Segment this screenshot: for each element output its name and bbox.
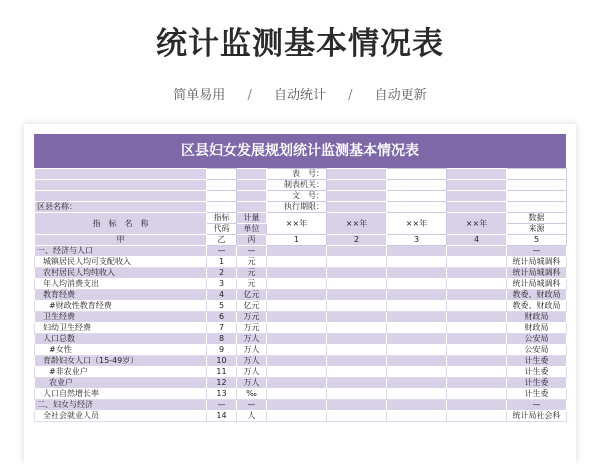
table-row: [35, 411, 567, 422]
index-cell: 3: [387, 235, 447, 246]
year-value-cell: [267, 378, 327, 389]
year-value-cell: [327, 400, 387, 411]
indicator-name-cell: 妇幼卫生经费: [35, 323, 207, 334]
table-row: [35, 290, 567, 301]
indicator-code-cell: 10: [207, 356, 237, 367]
unit-cell: 万人: [237, 334, 267, 345]
year-value-cell: [267, 367, 327, 378]
statistics-table: [34, 168, 567, 422]
header-source-bottom: 来源: [507, 224, 567, 235]
year-value-cell: [267, 279, 327, 290]
district-label: 区县名称：: [35, 202, 207, 213]
year-value-cell: [447, 378, 507, 389]
subtitle-auto-update: 自动更新: [374, 88, 427, 103]
data-source-cell: 统计局城调科: [507, 268, 567, 279]
table-row: [35, 279, 567, 290]
year-value-cell: [387, 301, 447, 312]
year-value-cell: [327, 367, 387, 378]
indicator-code-cell: 5: [207, 301, 237, 312]
year-value-cell: [267, 246, 327, 257]
year-value-cell: [327, 323, 387, 334]
year-value-cell: [387, 323, 447, 334]
index-cell: 4: [447, 235, 507, 246]
indicator-name-cell: #非农业户: [35, 367, 207, 378]
year-value-cell: [447, 400, 507, 411]
indicator-name-cell: 教育经费: [35, 290, 207, 301]
header-year-2: ××年: [327, 213, 387, 235]
year-value-cell: [447, 279, 507, 290]
year-value-cell: [387, 312, 447, 323]
indicator-name-cell: 年人均消费支出: [35, 279, 207, 290]
data-source-cell: 公安局: [507, 345, 567, 356]
year-value-cell: [387, 279, 447, 290]
data-source-cell: 计生委: [507, 367, 567, 378]
year-value-cell: [327, 312, 387, 323]
table-row: [35, 301, 567, 312]
indicator-name-cell: 全社会就业人员: [35, 411, 207, 422]
data-source-cell: 财政局: [507, 323, 567, 334]
year-value-cell: [327, 290, 387, 301]
year-value-cell: [267, 400, 327, 411]
data-source-cell: 统计局城调科: [507, 279, 567, 290]
year-value-cell: [327, 345, 387, 356]
index-cell: 丙: [237, 235, 267, 246]
year-value-cell: [327, 279, 387, 290]
year-value-cell: [447, 290, 507, 301]
unit-cell: 万人: [237, 345, 267, 356]
year-value-cell: [447, 268, 507, 279]
header-source-top: 数据: [507, 213, 567, 224]
year-value-cell: [267, 389, 327, 400]
indicator-code-cell: 8: [207, 334, 237, 345]
year-value-cell: [387, 345, 447, 356]
indicator-code-cell: —: [207, 400, 237, 411]
data-source-cell: 统计局社会科: [507, 411, 567, 422]
doc-no-label: 文 号：: [267, 191, 327, 202]
unit-cell: —: [237, 400, 267, 411]
indicator-code-cell: 3: [207, 279, 237, 290]
data-source-cell: 计生委: [507, 378, 567, 389]
year-value-cell: [327, 301, 387, 312]
index-row: [35, 235, 567, 246]
indicator-code-cell: 7: [207, 323, 237, 334]
year-value-cell: [327, 257, 387, 268]
year-value-cell: [327, 411, 387, 422]
year-value-cell: [267, 290, 327, 301]
indicator-name-cell: #女性: [35, 345, 207, 356]
table-row: [35, 378, 567, 389]
year-value-cell: [447, 257, 507, 268]
indicator-code-cell: 12: [207, 378, 237, 389]
year-value-cell: [267, 411, 327, 422]
indicator-code-cell: 1: [207, 257, 237, 268]
indicator-name-cell: 人口总数: [35, 334, 207, 345]
separator: /: [348, 88, 353, 103]
year-value-cell: [267, 356, 327, 367]
year-value-cell: [447, 312, 507, 323]
indicator-name-cell: 育龄妇女人口（15-49岁）: [35, 356, 207, 367]
table-row: [35, 400, 567, 411]
index-cell: 甲: [35, 235, 207, 246]
unit-cell: 万人: [237, 367, 267, 378]
year-value-cell: [387, 334, 447, 345]
year-value-cell: [267, 268, 327, 279]
year-value-cell: [447, 411, 507, 422]
year-value-cell: [267, 257, 327, 268]
year-value-cell: [387, 257, 447, 268]
period-label: 执行期限：: [267, 202, 327, 213]
indicator-code-cell: 4: [207, 290, 237, 301]
indicator-code-cell: 11: [207, 367, 237, 378]
header-year-1: ××年: [267, 213, 327, 235]
indicator-code-cell: 9: [207, 345, 237, 356]
header-row-top: [35, 213, 567, 224]
year-value-cell: [267, 301, 327, 312]
unit-cell: 亿元: [237, 301, 267, 312]
table-row: [35, 389, 567, 400]
year-value-cell: [327, 334, 387, 345]
unit-cell: 万人: [237, 378, 267, 389]
indicator-code-cell: —: [207, 246, 237, 257]
data-source-cell: —: [507, 246, 567, 257]
subtitle-row: [0, 84, 600, 103]
year-value-cell: [447, 389, 507, 400]
table-row: [35, 356, 567, 367]
header-code-bottom: 代码: [207, 224, 237, 235]
indicator-name-cell: 城镇居民人均可支配收入: [35, 257, 207, 268]
meta-row-table-no: [35, 169, 567, 180]
table-row: [35, 345, 567, 356]
year-value-cell: [327, 246, 387, 257]
year-value-cell: [447, 367, 507, 378]
data-source-cell: 财政局: [507, 312, 567, 323]
sheet-title: 区县妇女发展规划统计监测基本情况表: [34, 134, 566, 168]
table-row: [35, 334, 567, 345]
meta-row-period: [35, 202, 567, 213]
data-source-cell: 统计局城调科: [507, 257, 567, 268]
indicator-code-cell: 14: [207, 411, 237, 422]
data-source-cell: 计生委: [507, 389, 567, 400]
header-code-top: 指标: [207, 213, 237, 224]
year-value-cell: [387, 367, 447, 378]
table-row: [35, 312, 567, 323]
indicator-code-cell: 6: [207, 312, 237, 323]
year-value-cell: [267, 334, 327, 345]
table-row: [35, 367, 567, 378]
year-value-cell: [267, 345, 327, 356]
subtitle-auto-stat: 自动统计: [273, 88, 326, 103]
year-value-cell: [387, 389, 447, 400]
data-source-cell: 教委、财政局: [507, 290, 567, 301]
meta-row-org: [35, 180, 567, 191]
year-value-cell: [447, 246, 507, 257]
unit-cell: 万元: [237, 323, 267, 334]
header-unit-bottom: 单位: [237, 224, 267, 235]
year-value-cell: [387, 268, 447, 279]
indicator-name-cell: 二、妇女与经济: [35, 400, 207, 411]
unit-cell: 亿元: [237, 290, 267, 301]
year-value-cell: [447, 323, 507, 334]
separator: /: [247, 88, 252, 103]
spreadsheet-preview: [24, 124, 576, 464]
unit-cell: 万人: [237, 356, 267, 367]
unit-cell: 元: [237, 268, 267, 279]
year-value-cell: [447, 356, 507, 367]
index-cell: 5: [507, 235, 567, 246]
header-year-3: ××年: [387, 213, 447, 235]
table-row: [35, 257, 567, 268]
year-value-cell: [447, 345, 507, 356]
year-value-cell: [447, 301, 507, 312]
org-label: 制表机关：: [267, 180, 327, 191]
meta-row-doc-no: [35, 191, 567, 202]
year-value-cell: [387, 400, 447, 411]
year-value-cell: [387, 356, 447, 367]
indicator-name-cell: 人口自然增长率: [35, 389, 207, 400]
data-source-cell: —: [507, 400, 567, 411]
year-value-cell: [387, 411, 447, 422]
subtitle-easy: 简单易用: [173, 88, 226, 103]
unit-cell: 元: [237, 279, 267, 290]
indicator-name-cell: 农村居民人均纯收入: [35, 268, 207, 279]
indicator-name-cell: 一、经济与人口: [35, 246, 207, 257]
year-value-cell: [267, 323, 327, 334]
unit-cell: —: [237, 246, 267, 257]
year-value-cell: [387, 378, 447, 389]
data-source-cell: 计生委: [507, 356, 567, 367]
unit-cell: ‰: [237, 389, 267, 400]
page-title: 统计监测基本情况表: [156, 26, 444, 62]
year-value-cell: [327, 356, 387, 367]
year-value-cell: [267, 312, 327, 323]
unit-cell: 万元: [237, 312, 267, 323]
year-value-cell: [447, 334, 507, 345]
indicator-code-cell: 2: [207, 268, 237, 279]
index-cell: 乙: [207, 235, 237, 246]
indicator-name-cell: #财政性教育经费: [35, 301, 207, 312]
indicator-name-cell: 农业户: [35, 378, 207, 389]
table-row: [35, 246, 567, 257]
year-value-cell: [327, 389, 387, 400]
unit-cell: 元: [237, 257, 267, 268]
year-value-cell: [387, 290, 447, 301]
year-value-cell: [327, 378, 387, 389]
table-row: [35, 268, 567, 279]
year-value-cell: [327, 268, 387, 279]
header-year-4: ××年: [447, 213, 507, 235]
year-value-cell: [387, 246, 447, 257]
table-no-label: 表 号：: [267, 169, 327, 180]
unit-cell: 人: [237, 411, 267, 422]
data-source-cell: 教委、财政局: [507, 301, 567, 312]
header-indicator: 指 标 名 称: [35, 213, 207, 235]
data-source-cell: 公安局: [507, 334, 567, 345]
indicator-name-cell: 卫生经费: [35, 312, 207, 323]
index-cell: 1: [267, 235, 327, 246]
indicator-code-cell: 13: [207, 389, 237, 400]
table-row: [35, 323, 567, 334]
index-cell: 2: [327, 235, 387, 246]
header-unit-top: 计量: [237, 213, 267, 224]
